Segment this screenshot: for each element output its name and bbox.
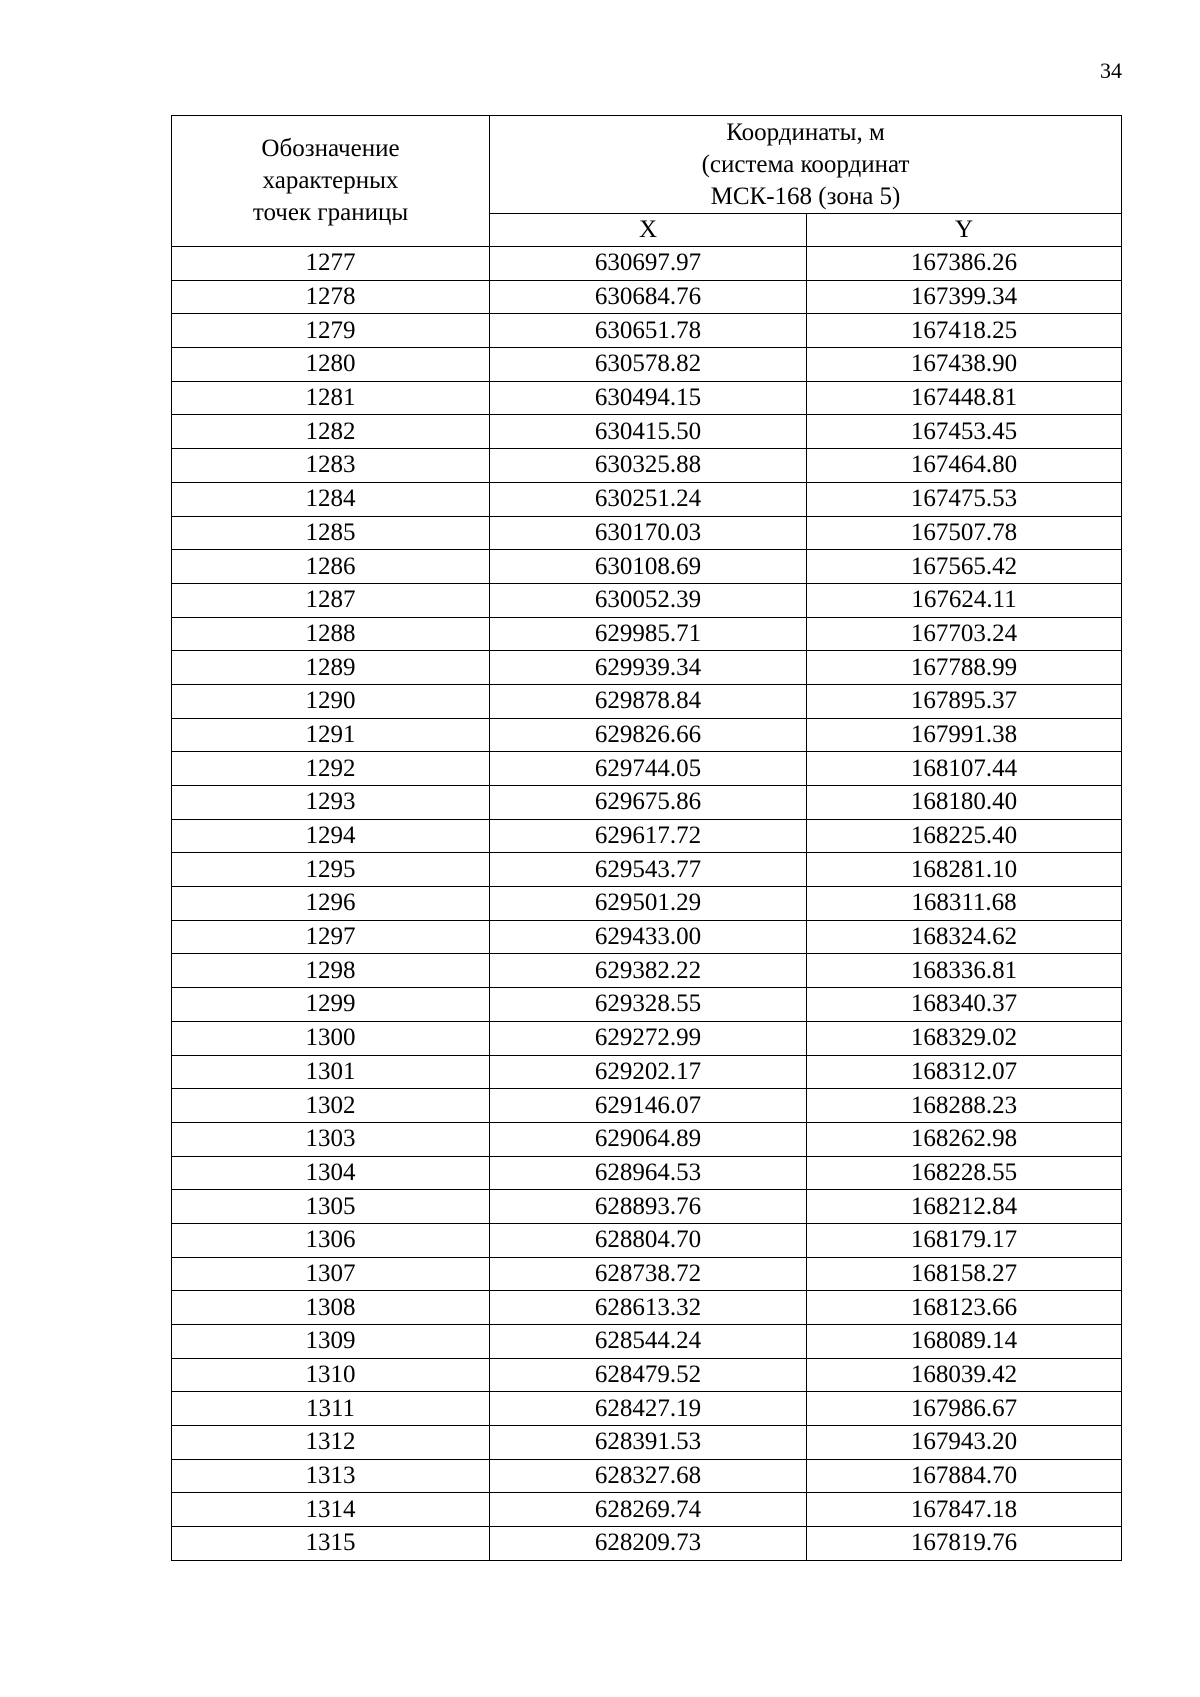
cell-x: 628427.19: [490, 1392, 807, 1426]
table-row: [172, 1459, 1122, 1493]
cell-point: 1310: [172, 1358, 490, 1392]
cell-point: 1314: [172, 1493, 490, 1527]
cell-point: 1293: [172, 786, 490, 820]
table-row: [172, 449, 1122, 483]
cell-point: 1311: [172, 1392, 490, 1426]
cell-point: 1289: [172, 651, 490, 685]
cell-y: 167703.24: [807, 617, 1122, 651]
cell-y: 167847.18: [807, 1493, 1122, 1527]
table-row: [172, 1089, 1122, 1123]
cell-x: 630578.82: [490, 348, 807, 382]
cell-x: 628209.73: [490, 1527, 807, 1561]
header-point-designation: Обозначение характерных точек границы: [172, 116, 490, 247]
cell-y: 168212.84: [807, 1190, 1122, 1224]
table-row: [172, 1426, 1122, 1460]
page-number: 34: [1100, 58, 1122, 83]
cell-y: 168089.14: [807, 1325, 1122, 1359]
cell-x: 628391.53: [490, 1426, 807, 1460]
table-row: [172, 651, 1122, 685]
table-row: [172, 684, 1122, 718]
cell-y: 168225.40: [807, 819, 1122, 853]
cell-x: 629501.29: [490, 887, 807, 921]
cell-y: 167399.34: [807, 280, 1122, 314]
cell-point: 1296: [172, 887, 490, 921]
table-row: [172, 786, 1122, 820]
cell-x: 628893.76: [490, 1190, 807, 1224]
table-row: [172, 550, 1122, 584]
cell-point: 1292: [172, 752, 490, 786]
cell-x: 630651.78: [490, 314, 807, 348]
cell-y: 168039.42: [807, 1358, 1122, 1392]
cell-point: 1307: [172, 1257, 490, 1291]
cell-y: 167895.37: [807, 684, 1122, 718]
table-row: [172, 247, 1122, 281]
cell-y: 168262.98: [807, 1122, 1122, 1156]
cell-x: 630052.39: [490, 583, 807, 617]
cell-point: 1303: [172, 1122, 490, 1156]
cell-point: 1302: [172, 1089, 490, 1123]
cell-y: 168158.27: [807, 1257, 1122, 1291]
cell-x: 629202.17: [490, 1055, 807, 1089]
cell-x: 629617.72: [490, 819, 807, 853]
cell-y: 167448.81: [807, 381, 1122, 415]
header-coordinates: Координаты, м (система координат МСК-168 (зона 5): [490, 116, 1122, 214]
table-row: [172, 415, 1122, 449]
cell-x: 630415.50: [490, 415, 807, 449]
cell-x: 628544.24: [490, 1325, 807, 1359]
cell-y: 167943.20: [807, 1426, 1122, 1460]
cell-x: 628269.74: [490, 1493, 807, 1527]
table-row: [172, 583, 1122, 617]
cell-point: 1287: [172, 583, 490, 617]
cell-y: 168281.10: [807, 853, 1122, 887]
table-row: [172, 1257, 1122, 1291]
table-row: [172, 1527, 1122, 1561]
cell-x: 630170.03: [490, 516, 807, 550]
cell-y: 168288.23: [807, 1089, 1122, 1123]
cell-point: 1304: [172, 1156, 490, 1190]
cell-point: 1299: [172, 988, 490, 1022]
cell-point: 1281: [172, 381, 490, 415]
cell-point: 1306: [172, 1223, 490, 1257]
cell-x: 630697.97: [490, 247, 807, 281]
cell-y: 168336.81: [807, 954, 1122, 988]
table-row: [172, 1190, 1122, 1224]
cell-x: 629675.86: [490, 786, 807, 820]
cell-point: 1290: [172, 684, 490, 718]
cell-x: 629878.84: [490, 684, 807, 718]
table-row: [172, 1291, 1122, 1325]
table-row: [172, 853, 1122, 887]
cell-y: 167819.76: [807, 1527, 1122, 1561]
cell-point: 1278: [172, 280, 490, 314]
cell-point: 1313: [172, 1459, 490, 1493]
cell-y: 167991.38: [807, 718, 1122, 752]
cell-point: 1308: [172, 1291, 490, 1325]
table-row: [172, 988, 1122, 1022]
table-header: [172, 116, 1122, 247]
cell-point: 1277: [172, 247, 490, 281]
table-row: [172, 1156, 1122, 1190]
table-row: [172, 516, 1122, 550]
cell-x: 629146.07: [490, 1089, 807, 1123]
cell-y: 167386.26: [807, 247, 1122, 281]
cell-y: 168329.02: [807, 1021, 1122, 1055]
cell-point: 1297: [172, 920, 490, 954]
cell-y: 168107.44: [807, 752, 1122, 786]
table-row: [172, 1325, 1122, 1359]
table-row: [172, 954, 1122, 988]
cell-y: 167788.99: [807, 651, 1122, 685]
table-row: [172, 348, 1122, 382]
table-row: [172, 314, 1122, 348]
cell-x: 629064.89: [490, 1122, 807, 1156]
cell-point: 1298: [172, 954, 490, 988]
cell-y: 167624.11: [807, 583, 1122, 617]
cell-y: 168179.17: [807, 1223, 1122, 1257]
table-row: [172, 1493, 1122, 1527]
cell-x: 628964.53: [490, 1156, 807, 1190]
cell-x: 628613.32: [490, 1291, 807, 1325]
cell-x: 629543.77: [490, 853, 807, 887]
cell-y: 168340.37: [807, 988, 1122, 1022]
table-row: [172, 1392, 1122, 1426]
cell-point: 1301: [172, 1055, 490, 1089]
cell-point: 1286: [172, 550, 490, 584]
table-row: [172, 1122, 1122, 1156]
cell-point: 1280: [172, 348, 490, 382]
header-row-1: [172, 116, 1122, 214]
cell-x: 628738.72: [490, 1257, 807, 1291]
cell-y: 167453.45: [807, 415, 1122, 449]
cell-point: 1283: [172, 449, 490, 483]
cell-y: 168312.07: [807, 1055, 1122, 1089]
cell-point: 1285: [172, 516, 490, 550]
cell-x: 628804.70: [490, 1223, 807, 1257]
cell-x: 628327.68: [490, 1459, 807, 1493]
cell-point: 1284: [172, 482, 490, 516]
table-row: [172, 617, 1122, 651]
cell-x: 629382.22: [490, 954, 807, 988]
cell-y: 167464.80: [807, 449, 1122, 483]
cell-y: 167507.78: [807, 516, 1122, 550]
table-row: [172, 752, 1122, 786]
table-row: [172, 1055, 1122, 1089]
cell-y: 168123.66: [807, 1291, 1122, 1325]
cell-point: 1288: [172, 617, 490, 651]
cell-y: 167565.42: [807, 550, 1122, 584]
cell-x: 629328.55: [490, 988, 807, 1022]
cell-x: 630108.69: [490, 550, 807, 584]
cell-y: 168324.62: [807, 920, 1122, 954]
cell-y: 168228.55: [807, 1156, 1122, 1190]
cell-x: 630684.76: [490, 280, 807, 314]
cell-point: 1279: [172, 314, 490, 348]
cell-point: 1300: [172, 1021, 490, 1055]
cell-point: 1312: [172, 1426, 490, 1460]
cell-x: 628479.52: [490, 1358, 807, 1392]
cell-x: 629272.99: [490, 1021, 807, 1055]
cell-y: 167418.25: [807, 314, 1122, 348]
table-row: [172, 1358, 1122, 1392]
cell-y: 167986.67: [807, 1392, 1122, 1426]
coordinates-table: [171, 115, 1122, 1561]
table-row: [172, 1021, 1122, 1055]
cell-x: 630494.15: [490, 381, 807, 415]
cell-x: 629744.05: [490, 752, 807, 786]
cell-point: 1291: [172, 718, 490, 752]
cell-x: 629826.66: [490, 718, 807, 752]
cell-y: 168311.68: [807, 887, 1122, 921]
table-row: [172, 920, 1122, 954]
cell-point: 1294: [172, 819, 490, 853]
cell-y: 167438.90: [807, 348, 1122, 382]
cell-x: 629939.34: [490, 651, 807, 685]
table-row: [172, 482, 1122, 516]
cell-x: 630325.88: [490, 449, 807, 483]
table-row: [172, 887, 1122, 921]
cell-x: 629433.00: [490, 920, 807, 954]
cell-point: 1309: [172, 1325, 490, 1359]
table-row: [172, 718, 1122, 752]
cell-point: 1315: [172, 1527, 490, 1561]
header-x: X: [490, 214, 807, 247]
header-y: Y: [807, 214, 1122, 247]
cell-x: 629985.71: [490, 617, 807, 651]
table-row: [172, 1223, 1122, 1257]
cell-y: 168180.40: [807, 786, 1122, 820]
cell-y: 167884.70: [807, 1459, 1122, 1493]
cell-y: 167475.53: [807, 482, 1122, 516]
cell-x: 630251.24: [490, 482, 807, 516]
table-row: [172, 819, 1122, 853]
cell-point: 1295: [172, 853, 490, 887]
cell-point: 1305: [172, 1190, 490, 1224]
table-row: [172, 280, 1122, 314]
table-row: [172, 381, 1122, 415]
table-body: [172, 247, 1122, 1561]
cell-point: 1282: [172, 415, 490, 449]
